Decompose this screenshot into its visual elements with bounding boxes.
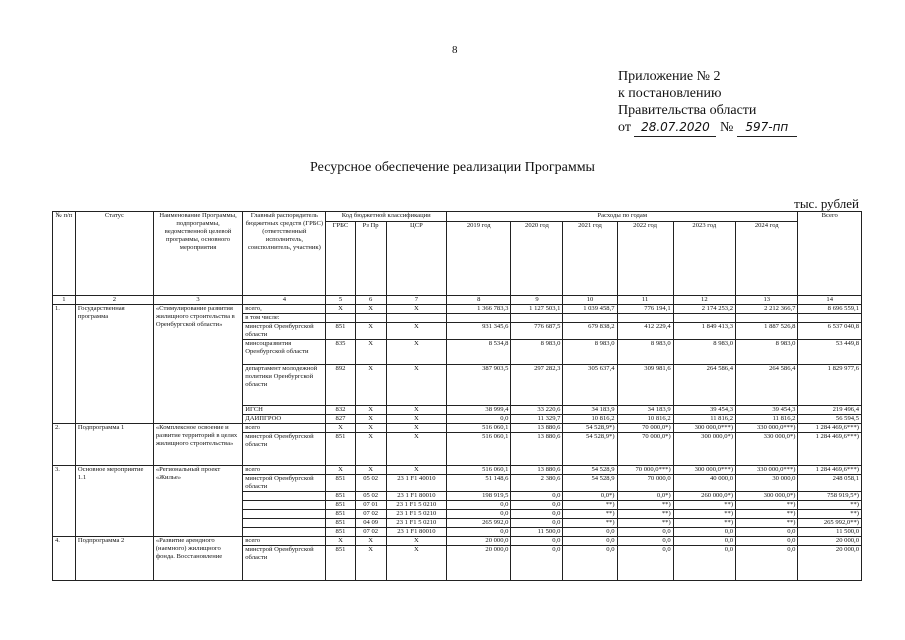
row-grbs-name: минстрой Оренбургской области <box>243 546 326 581</box>
row-grbs-name: минсоцразвития Оренбургской области <box>243 340 326 365</box>
row-code-rzpr: X <box>355 424 386 433</box>
row-code-csr: X <box>386 305 446 314</box>
row-code-csr: X <box>386 323 446 340</box>
row-grbs-name: всего, <box>243 305 326 314</box>
row-expense-value: 0,0 <box>673 537 735 546</box>
col-number: 4 <box>243 296 326 305</box>
row-expense-value: 54 528,9*) <box>563 424 617 433</box>
row-expense-value: 516 060,1 <box>447 466 511 475</box>
resource-table <box>52 211 862 581</box>
row-code-rzpr: 07 01 <box>355 501 386 510</box>
row-grbs-name: ДАИПГРОО <box>243 415 326 424</box>
row-code-csr: X <box>386 424 446 433</box>
col-number: 6 <box>355 296 386 305</box>
header-num: № п/п <box>53 212 76 296</box>
row-expense-value: 309 981,6 <box>617 365 673 406</box>
row-expense-value: 70 000,0***) <box>617 466 673 475</box>
row-expense-value: 40 000,0 <box>673 475 735 492</box>
number-prefix: № <box>719 120 734 135</box>
row-expense-value: 11 816,2 <box>673 415 735 424</box>
row-code-csr: 23 1 F1 40010 <box>386 475 446 492</box>
header-year-2021: 2021 год <box>563 222 617 296</box>
header-code-csr: ЦСР <box>386 222 446 296</box>
row-program-name: «Развитие арендного (наемного) жилищного фонда. Восстановление <box>153 537 242 581</box>
row-expense-value: 0,0 <box>511 501 563 510</box>
row-expense-value: 412 229,4 <box>617 323 673 340</box>
row-expense-value: 0,0 <box>736 537 798 546</box>
row-expense-value: **) <box>617 501 673 510</box>
row-code-grbs: 851 <box>326 323 355 340</box>
row-total-value: 6 537 040,8 <box>798 323 862 340</box>
row-grbs-name: минстрой Оренбургской области <box>243 323 326 340</box>
header-total: Всего <box>798 212 862 296</box>
header-year-2020: 2020 год <box>511 222 563 296</box>
row-expense-value: **) <box>673 510 735 519</box>
row-code-csr: X <box>386 406 446 415</box>
row-code-grbs: X <box>326 466 355 475</box>
row-expense-value: 0,0 <box>563 537 617 546</box>
row-grbs-name: ИГСН <box>243 406 326 415</box>
header-grbs: Главный распорядитель бюджетных средств (ГРБС) (ответственный исполнитель, соисполнитель, участник) <box>243 212 326 296</box>
header-status: Статус <box>75 212 153 296</box>
row-expense-value: 8 983,0 <box>511 340 563 365</box>
row-expense-value <box>673 314 735 323</box>
row-code-rzpr: X <box>355 466 386 475</box>
row-code-rzpr: X <box>355 365 386 406</box>
appendix-line-4 <box>618 119 797 137</box>
row-grbs-name <box>243 528 326 537</box>
row-expense-value: 1 039 458,7 <box>563 305 617 314</box>
row-expense-value: 0,0 <box>447 415 511 424</box>
row-total-value: 219 496,4 <box>798 406 862 415</box>
row-expense-value: 39 454,3 <box>736 406 798 415</box>
row-expense-value: 260 000,0*) <box>673 492 735 501</box>
header-code-group: Код бюджетной классификации <box>326 212 447 222</box>
row-expense-value: 0,0*) <box>617 492 673 501</box>
row-expense-value: 300 000,0***) <box>673 466 735 475</box>
row-expense-value: **) <box>736 510 798 519</box>
row-expense-value: 516 060,1 <box>447 433 511 466</box>
row-number: 4. <box>53 537 76 581</box>
row-total-value: 11 500,0 <box>798 528 862 537</box>
row-code-rzpr: 05 02 <box>355 475 386 492</box>
col-number: 12 <box>673 296 735 305</box>
row-expense-value: 300 000,0*) <box>736 492 798 501</box>
row-code-grbs: 835 <box>326 340 355 365</box>
row-code-grbs: 851 <box>326 475 355 492</box>
row-code-grbs: 851 <box>326 433 355 466</box>
row-grbs-name: минстрой Оренбургской области <box>243 475 326 492</box>
row-grbs-name: всего <box>243 466 326 475</box>
row-code-rzpr: X <box>355 546 386 581</box>
header-code-grbs: ГРБС <box>326 222 355 296</box>
row-grbs-name <box>243 501 326 510</box>
row-grbs-name: всего <box>243 424 326 433</box>
row-expense-value: **) <box>673 501 735 510</box>
row-expense-value: **) <box>563 501 617 510</box>
row-expense-value: 70 000,0 <box>617 475 673 492</box>
row-expense-value: **) <box>736 519 798 528</box>
row-expense-value <box>617 314 673 323</box>
row-expense-value: 10 816,2 <box>563 415 617 424</box>
header-name: Наименование Программы, подпрограммы, ведомственной целевой программы, основного мероприятия <box>153 212 242 296</box>
row-status: Подпрограмма 2 <box>75 537 153 581</box>
col-number: 9 <box>511 296 563 305</box>
row-code-grbs: 851 <box>326 546 355 581</box>
row-expense-value: 1 366 783,3 <box>447 305 511 314</box>
row-code-grbs: X <box>326 537 355 546</box>
row-status: Государственная программа <box>75 305 153 424</box>
row-code-grbs: 851 <box>326 519 355 528</box>
row-code-grbs: 827 <box>326 415 355 424</box>
row-expense-value: 1 127 503,1 <box>511 305 563 314</box>
row-code-rzpr: X <box>355 415 386 424</box>
row-total-value: **) <box>798 510 862 519</box>
row-expense-value: 265 992,0 <box>447 519 511 528</box>
row-expense-value: 305 637,4 <box>563 365 617 406</box>
header-year-2024: 2024 год <box>736 222 798 296</box>
row-code-grbs: 892 <box>326 365 355 406</box>
row-expense-value <box>563 314 617 323</box>
row-expense-value: 2 212 366,7 <box>736 305 798 314</box>
col-number: 5 <box>326 296 355 305</box>
row-expense-value: 33 220,6 <box>511 406 563 415</box>
row-program-name: «Региональный проект «Жилье» <box>153 466 242 537</box>
row-expense-value: 8 983,0 <box>673 340 735 365</box>
row-status: Основное мероприятие 1.1 <box>75 466 153 537</box>
row-grbs-name: в том числе: <box>243 314 326 323</box>
row-code-csr: X <box>386 365 446 406</box>
row-expense-value: 0,0 <box>511 537 563 546</box>
row-expense-value: 0,0 <box>673 528 735 537</box>
row-code-grbs <box>326 314 355 323</box>
row-expense-value: 2 174 253,2 <box>673 305 735 314</box>
row-program-name: «Стимулирование развития жилищного строительства в Оренбургской области» <box>153 305 242 424</box>
col-number: 1 <box>53 296 76 305</box>
row-grbs-name <box>243 492 326 501</box>
row-code-csr: X <box>386 546 446 581</box>
row-code-rzpr: X <box>355 340 386 365</box>
row-code-csr: X <box>386 466 446 475</box>
row-code-csr: 23 1 F1 80010 <box>386 492 446 501</box>
row-expense-value: **) <box>736 501 798 510</box>
row-code-grbs: X <box>326 305 355 314</box>
row-total-value <box>798 314 862 323</box>
row-code-csr: 23 1 F1 5 0210 <box>386 501 446 510</box>
row-expense-value: 0,0 <box>511 492 563 501</box>
row-code-csr: X <box>386 340 446 365</box>
row-total-value: 265 992,0**) <box>798 519 862 528</box>
row-code-csr: X <box>386 537 446 546</box>
row-expense-value: 8 534,8 <box>447 340 511 365</box>
row-expense-value: 54 528,9 <box>563 475 617 492</box>
col-number: 14 <box>798 296 862 305</box>
row-expense-value: 0,0 <box>736 528 798 537</box>
row-expense-value: **) <box>673 519 735 528</box>
row-code-rzpr: 07 02 <box>355 510 386 519</box>
row-code-rzpr: X <box>355 433 386 466</box>
row-total-value: 1 284 469,6***) <box>798 466 862 475</box>
row-expense-value: 0,0 <box>617 546 673 581</box>
row-expense-value: 11 329,7 <box>511 415 563 424</box>
row-expense-value: 264 586,4 <box>736 365 798 406</box>
row-code-csr: X <box>386 415 446 424</box>
appendix-line-3: Правительства области <box>618 103 757 118</box>
row-code-rzpr: 04 09 <box>355 519 386 528</box>
row-expense-value: **) <box>617 510 673 519</box>
row-code-csr: X <box>386 433 446 466</box>
row-expense-value: 20 000,0 <box>447 546 511 581</box>
appendix-line-1: Приложение № 2 <box>618 69 721 84</box>
row-code-rzpr: X <box>355 305 386 314</box>
row-expense-value: 34 183,9 <box>617 406 673 415</box>
col-number: 2 <box>75 296 153 305</box>
column-number-row <box>53 296 862 305</box>
appendix-line-2: к постановлению <box>618 86 722 101</box>
row-expense-value: 297 282,3 <box>511 365 563 406</box>
row-expense-value: 20 000,0 <box>447 537 511 546</box>
table-row <box>53 424 862 433</box>
row-code-csr: 23 1 F1 5 0210 <box>386 510 446 519</box>
row-code-rzpr <box>355 314 386 323</box>
handwritten-number: 597-пп <box>745 120 789 134</box>
row-code-rzpr: X <box>355 406 386 415</box>
row-grbs-name <box>243 510 326 519</box>
row-expense-value: 8 983,0 <box>617 340 673 365</box>
row-expense-value: 10 816,2 <box>617 415 673 424</box>
row-number: 3. <box>53 466 76 537</box>
row-expense-value: 34 183,9 <box>563 406 617 415</box>
row-expense-value: 198 919,5 <box>447 492 511 501</box>
row-expense-value <box>447 314 511 323</box>
row-expense-value: 0,0 <box>447 528 511 537</box>
row-expense-value: 8 983,0 <box>736 340 798 365</box>
row-code-grbs: 851 <box>326 510 355 519</box>
row-code-rzpr: 07 02 <box>355 528 386 537</box>
row-expense-value: 1 849 413,3 <box>673 323 735 340</box>
row-expense-value: 0,0 <box>563 546 617 581</box>
header-year-2022: 2022 год <box>617 222 673 296</box>
row-total-value: 1 829 977,6 <box>798 365 862 406</box>
units-label: тыс. рублей <box>794 196 859 211</box>
row-expense-value: **) <box>617 519 673 528</box>
table-row <box>53 537 862 546</box>
row-expense-value: 13 880,6 <box>511 424 563 433</box>
row-expense-value: 516 060,1 <box>447 424 511 433</box>
header-code-rzpr: Рз Пр <box>355 222 386 296</box>
row-expense-value: 330 000,0***) <box>736 424 798 433</box>
row-expense-value <box>736 314 798 323</box>
header-row-1 <box>53 212 862 222</box>
row-grbs-name <box>243 519 326 528</box>
row-expense-value: 1 887 526,8 <box>736 323 798 340</box>
document-title: Ресурсное обеспечение реализации Программы <box>310 160 595 175</box>
row-expense-value: 0,0 <box>447 510 511 519</box>
row-code-rzpr: X <box>355 323 386 340</box>
header-year-2023: 2023 год <box>673 222 735 296</box>
row-expense-value: **) <box>563 519 617 528</box>
row-expense-value: 39 454,3 <box>673 406 735 415</box>
row-expense-value: 54 528,9*) <box>563 433 617 466</box>
row-expense-value: 330 000,0***) <box>736 466 798 475</box>
row-code-rzpr: X <box>355 537 386 546</box>
row-number: 2. <box>53 424 76 466</box>
header-year-2019: 2019 год <box>447 222 511 296</box>
col-number: 13 <box>736 296 798 305</box>
row-expense-value: 330 000,0*) <box>736 433 798 466</box>
row-expense-value: **) <box>563 510 617 519</box>
row-expense-value: 51 148,6 <box>447 475 511 492</box>
col-number: 3 <box>153 296 242 305</box>
row-code-grbs: X <box>326 424 355 433</box>
row-total-value: 20 000,0 <box>798 537 862 546</box>
row-total-value: 248 058,1 <box>798 475 862 492</box>
page-number: 8 <box>452 44 458 56</box>
row-total-value: 56 594,5 <box>798 415 862 424</box>
row-expense-value: 776 194,1 <box>617 305 673 314</box>
row-grbs-name: минстрой Оренбургской области <box>243 433 326 466</box>
row-expense-value: 38 999,4 <box>447 406 511 415</box>
table-row <box>53 466 862 475</box>
row-expense-value: 30 000,0 <box>736 475 798 492</box>
row-expense-value: 70 000,0*) <box>617 424 673 433</box>
row-code-grbs: 851 <box>326 528 355 537</box>
row-expense-value: 300 000,0***) <box>673 424 735 433</box>
row-expense-value: 0,0 <box>617 528 673 537</box>
row-expense-value: 0,0*) <box>563 492 617 501</box>
row-expense-value: 11 500,0 <box>511 528 563 537</box>
row-expense-value <box>511 314 563 323</box>
row-expense-value: 2 380,6 <box>511 475 563 492</box>
row-expense-value: 0,0 <box>617 537 673 546</box>
row-code-grbs: 851 <box>326 501 355 510</box>
col-number: 7 <box>386 296 446 305</box>
row-expense-value: 776 687,5 <box>511 323 563 340</box>
table-row <box>53 305 862 314</box>
row-expense-value: 264 586,4 <box>673 365 735 406</box>
row-total-value: 20 000,0 <box>798 546 862 581</box>
row-expense-value: 387 903,5 <box>447 365 511 406</box>
row-code-csr: 23 1 F1 80010 <box>386 528 446 537</box>
row-grbs-name: всего <box>243 537 326 546</box>
row-code-grbs: 832 <box>326 406 355 415</box>
row-code-csr: 23 1 F1 5 0210 <box>386 519 446 528</box>
row-grbs-name: департамент молодежной политики Оренбургской области <box>243 365 326 406</box>
row-total-value: **) <box>798 501 862 510</box>
row-expense-value: 0,0 <box>736 546 798 581</box>
row-total-value: 758 919,5*) <box>798 492 862 501</box>
row-expense-value: 0,0 <box>511 510 563 519</box>
row-status: Подпрограмма 1 <box>75 424 153 466</box>
row-total-value: 8 696 559,1 <box>798 305 862 314</box>
row-expense-value: 0,0 <box>447 501 511 510</box>
col-number: 11 <box>617 296 673 305</box>
row-expense-value: 300 000,0*) <box>673 433 735 466</box>
handwritten-date: 28.07.2020 <box>641 120 710 134</box>
row-expense-value: 54 528,9 <box>563 466 617 475</box>
row-code-grbs: 851 <box>326 492 355 501</box>
row-expense-value: 13 880,6 <box>511 433 563 466</box>
header-expenses-group: Расходы по годам <box>447 212 798 222</box>
appendix-block <box>618 68 797 137</box>
row-code-rzpr: 05 02 <box>355 492 386 501</box>
row-number: 1. <box>53 305 76 424</box>
row-expense-value: 931 345,6 <box>447 323 511 340</box>
row-code-csr <box>386 314 446 323</box>
row-expense-value: 8 983,0 <box>563 340 617 365</box>
row-expense-value: 13 880,6 <box>511 466 563 475</box>
col-number: 10 <box>563 296 617 305</box>
row-expense-value: 11 816,2 <box>736 415 798 424</box>
row-expense-value: 0,0 <box>511 519 563 528</box>
row-expense-value: 679 838,2 <box>563 323 617 340</box>
row-expense-value: 0,0 <box>673 546 735 581</box>
col-number: 8 <box>447 296 511 305</box>
row-total-value: 53 449,8 <box>798 340 862 365</box>
row-expense-value: 0,0 <box>511 546 563 581</box>
row-expense-value: 0,0 <box>563 528 617 537</box>
table-body <box>53 212 862 581</box>
date-prefix: от <box>618 120 631 135</box>
row-program-name: «Комплексное освоение и развитие территорий в целях жилищного строительства» <box>153 424 242 466</box>
row-total-value: 1 284 469,6***) <box>798 433 862 466</box>
row-total-value: 1 284 469,6***) <box>798 424 862 433</box>
row-expense-value: 70 000,0*) <box>617 433 673 466</box>
